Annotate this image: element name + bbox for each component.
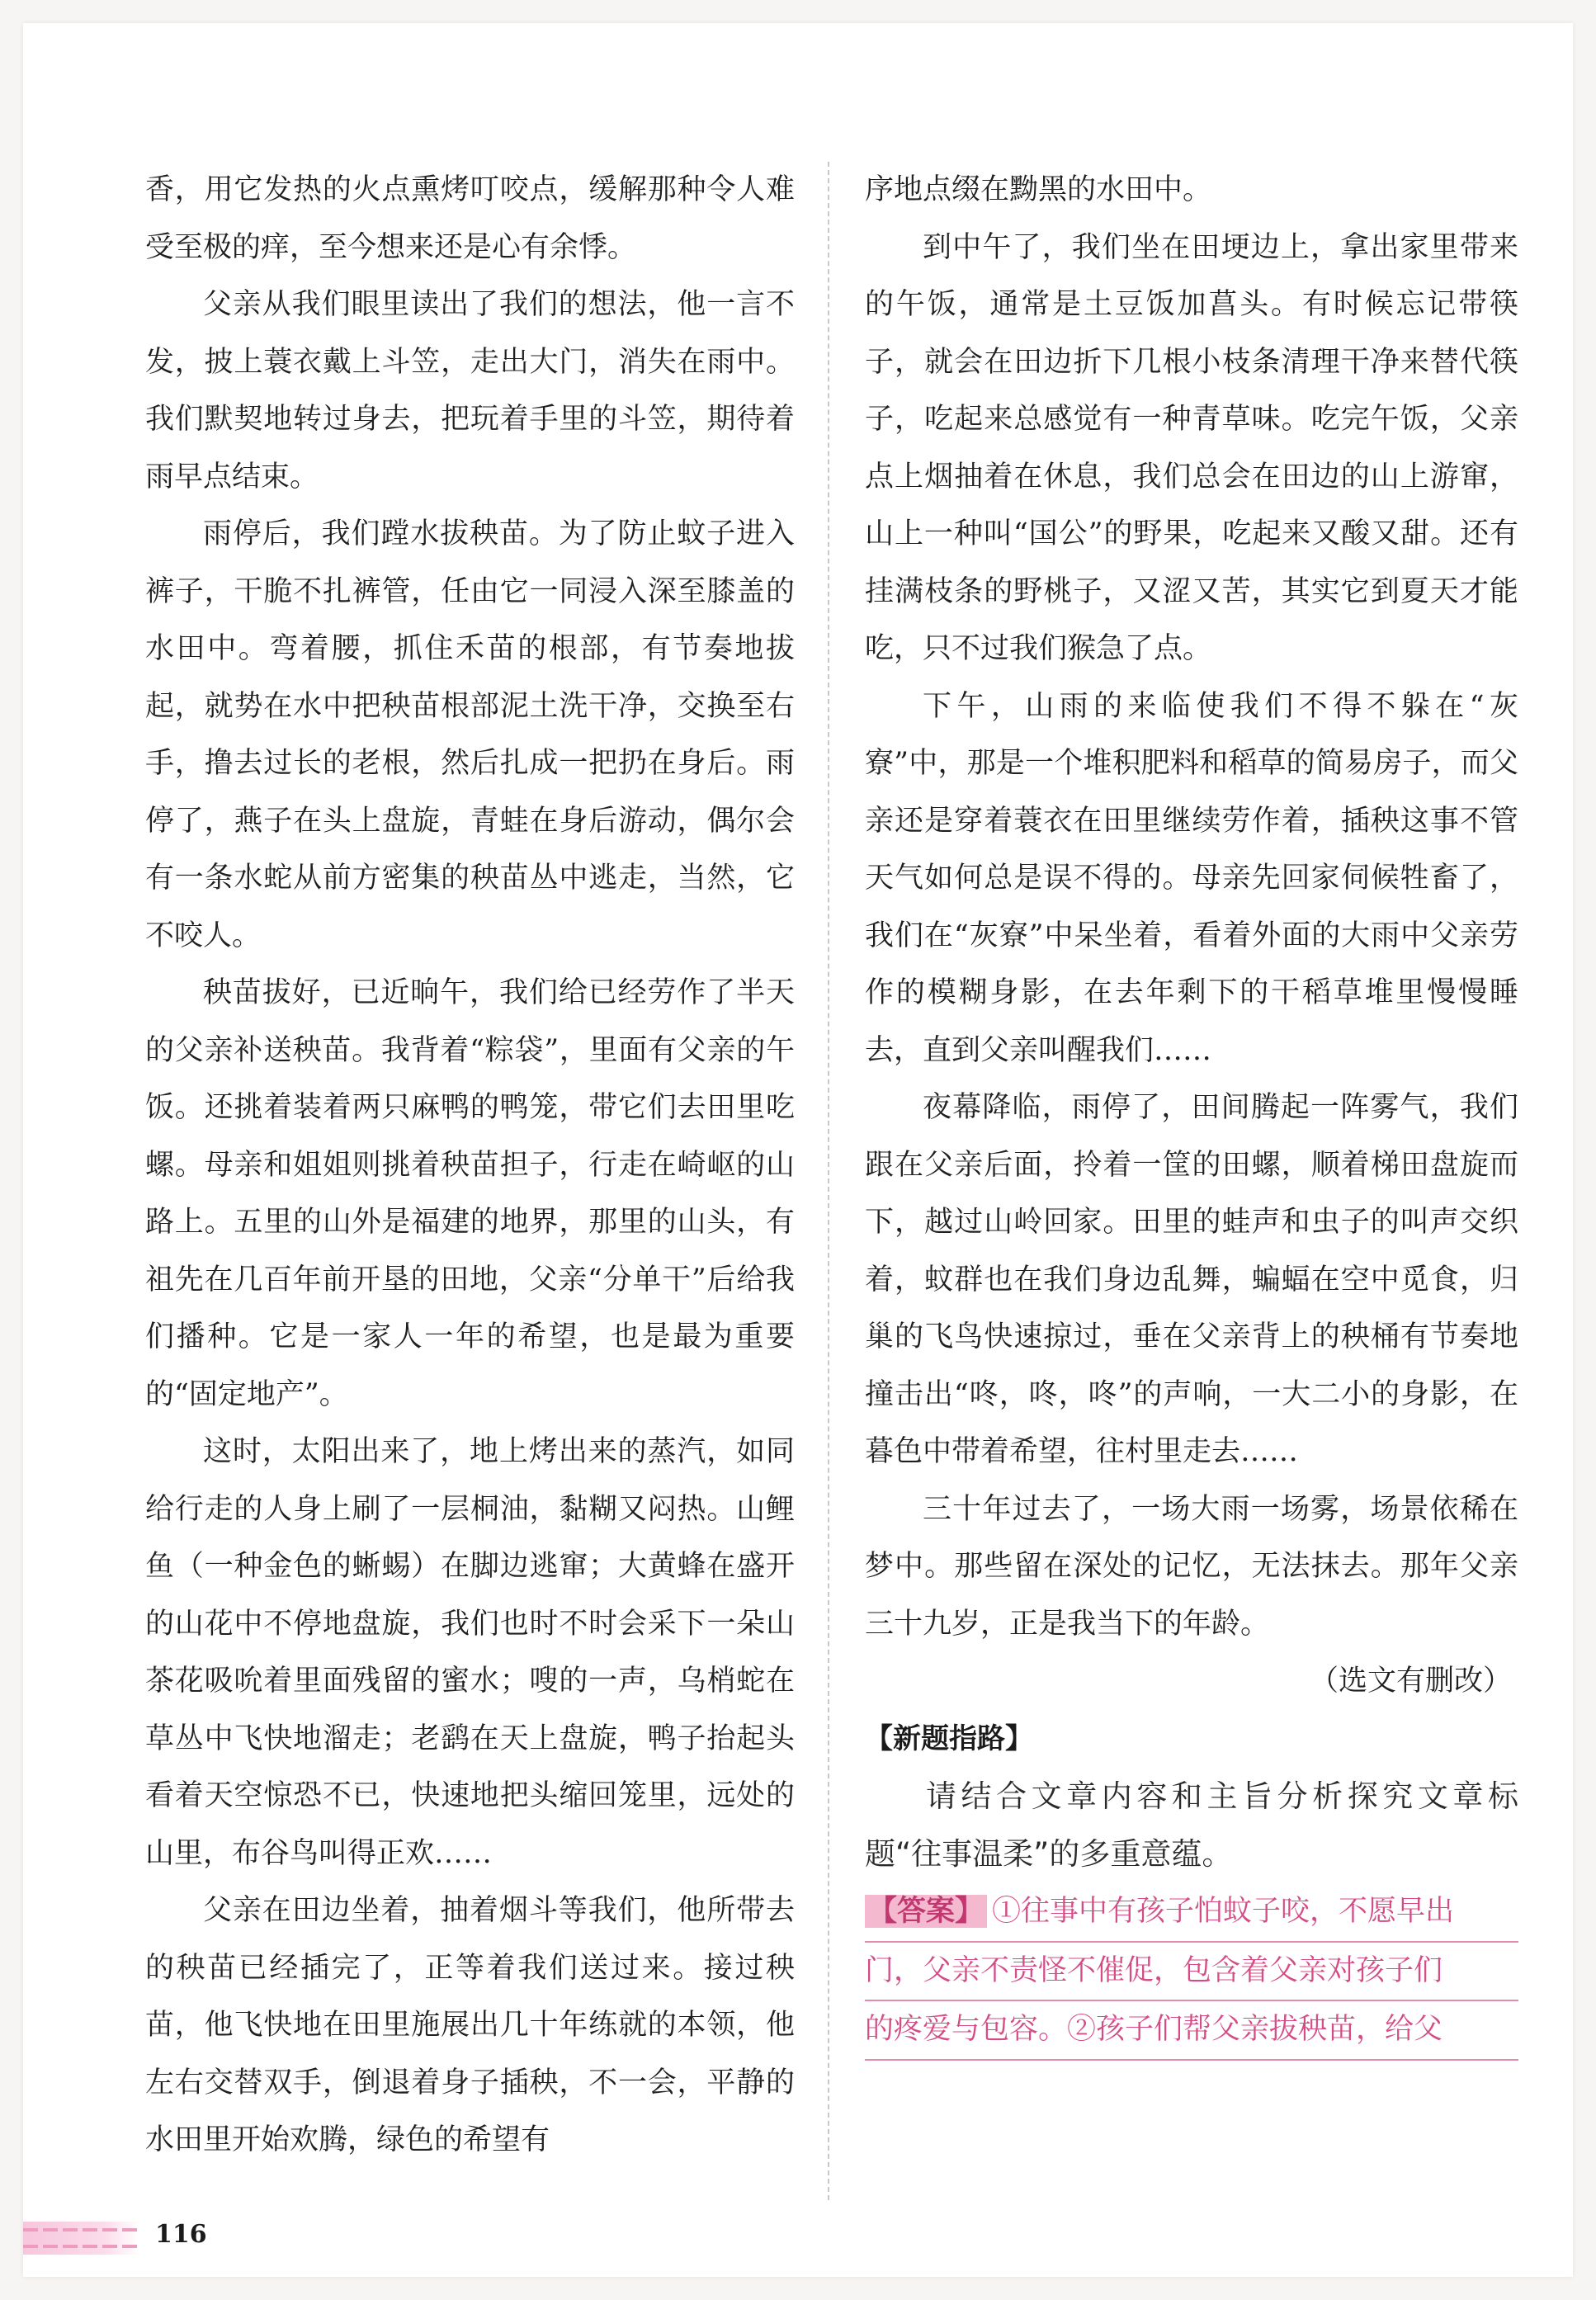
paragraph: 夜幕降临，雨停了，田间腾起一阵雾气，我们跟在父亲后面，拎着一筐的田螺，顺着梯田盘旋而下，越过山岭回家。田里的蛙声和虫子的叫声交织着，蚊群也在我们身边乱舞，蝙蝠在空中觅食，归巢的飞鸟快速掠过，垂在父亲背上的秧桶有节奏地撞击出“咚，咚，咚”的声响，一大二小的身影，在暮色中带着希望，往村里走去…… — [865, 1091, 1518, 1468]
answer-line: 的疼爱与包容。②孩子们帮父亲拔秧苗，给父 — [865, 2001, 1518, 2061]
paragraph: 秧苗拔好，已近晌午，我们给已经劳作了半天的父亲补送秧苗。我背着“粽袋”，里面有父亲的午饭。还挑着装着两只麻鸭的鸭笼，带它们去田里吃螺。母亲和姐姐则挑着秧苗担子，行走在崎岖的山路上。五里的山外是福建的地界，那里的山头，有祖先在几百年前开垦的田地，父亲“分单干”后给我们播种。它是一家人一年的希望，也是最为重要的“固定地产”。 — [145, 976, 795, 1411]
paragraph: 香，用它发热的火点熏烤叮咬点，缓解那种令人难受至极的痒，至今想来还是心有余悸。 — [145, 173, 795, 264]
question-text: 请结合文章内容和主旨分析探究文章标题“往事温柔”的多重意蕴。 — [865, 1778, 1518, 1872]
paragraph: 到中午了，我们坐在田埂边上，拿出家里带来的午饭，通常是土豆饭加菖头。有时候忘记带筷子，就会在田边折下几根小枝条清理干净来替代筷子，吃起来总感觉有一种青草味。吃完午饭，父亲点上烟抽着在休息，我们总会在田边的山上游窜，山上一种叫“国公”的野果，吃起来又酸又甜。还有挂满枝条的野桃子，又涩又苦，其实它到夏天才能吃，只不过我们猴急了点。 — [865, 230, 1518, 665]
source-note: （选文有删改） — [1309, 1665, 1512, 1698]
paragraph: 三十年过去了，一场大雨一场雾，场景依稀在梦中。那些留在深处的记忆，无法抹去。那年父亲三十九岁，正是我当下的年龄。 — [865, 1492, 1518, 1641]
paragraph: 雨停后，我们蹚水拔秧苗。为了防止蚊子进入裤子，干脆不扎裤管，任由它一同浸入深至膝盖的水田中。弯着腰，抓住禾苗的根部，有节奏地拔起，就势在水中把秧苗根部泥土洗干净，交换至右手，撸去过长的老根，然后扎成一把扔在身后。雨停了，燕子在头上盘旋，青蛙在身后游动，偶尔会有一条水蛇从前方密集的秧苗丛中逃走，当然，它不咬人。 — [145, 517, 795, 952]
section-title: 【新题指路】 — [865, 1721, 1033, 1755]
paragraph: 这时，太阳出来了，地上烤出来的蒸汽，如同给行走的人身上刷了一层桐油，黏糊又闷热。山鲤鱼（一种金色的蜥蜴）在脚边逃窜；大黄蜂在盛开的山花中不停地盘旋，我们也时不时会采下一朵山茶花吸吮着里面残留的蜜水；嗖的一声，乌梢蛇在草丛中飞快地溜走；老鹞在天上盘旋，鸭子抬起头看着天空惊恐不已，快速地把头缩回笼里，远处的山里，布谷鸟叫得正欢…… — [145, 1435, 795, 1870]
right-column — [865, 162, 1518, 2061]
paragraph: 父亲从我们眼里读出了我们的想法，他一言不发，披上蓑衣戴上斗笠，走出大门，消失在雨中。我们默契地转过身去，把玩着手里的斗笠，期待着雨早点结束。 — [145, 288, 795, 494]
page-number-stripe — [23, 2222, 139, 2255]
column-divider — [828, 162, 829, 2200]
paragraph: 父亲在田边坐着，抽着烟斗等我们，他所带去的秧苗已经插完了，正等着我们送过来。接过秧苗，他飞快地在田里施展出几十年练就的本领，他左右交替双手，倒退着身子插秧，不一会，平静的水田里开始欢腾，绿色的希望有 — [145, 1894, 795, 2156]
paragraph: 序地点缀在黝黑的水田中。 — [865, 173, 1212, 206]
page-number: 116 — [155, 2220, 207, 2249]
answer-line: 门，父亲不责怪不催促，包含着父亲对孩子们 — [865, 1943, 1518, 2002]
answer-text: ①往事中有孩子怕蚊子咬，不愿早出 — [992, 1895, 1455, 1928]
left-column — [145, 162, 795, 2170]
answer-tag: 【答案】 — [865, 1895, 987, 1928]
paragraph: 下午，山雨的来临使我们不得不躲在“灰寮”中，那是一个堆积肥料和稻草的简易房子，而父亲还是穿着蓑衣在田里继续劳作着，插秧这事不管天气如何总是误不得的。母亲先回家伺候牲畜了，我们在“灰寮”中呆坐着，看着外面的大雨中父亲劳作的模糊身影，在去年剩下的干稻草堆里慢慢睡去，直到父亲叫醒我们…… — [865, 689, 1518, 1067]
answer-block — [865, 1883, 1518, 2061]
answer-line — [865, 1883, 1518, 1943]
book-page — [23, 23, 1573, 2277]
